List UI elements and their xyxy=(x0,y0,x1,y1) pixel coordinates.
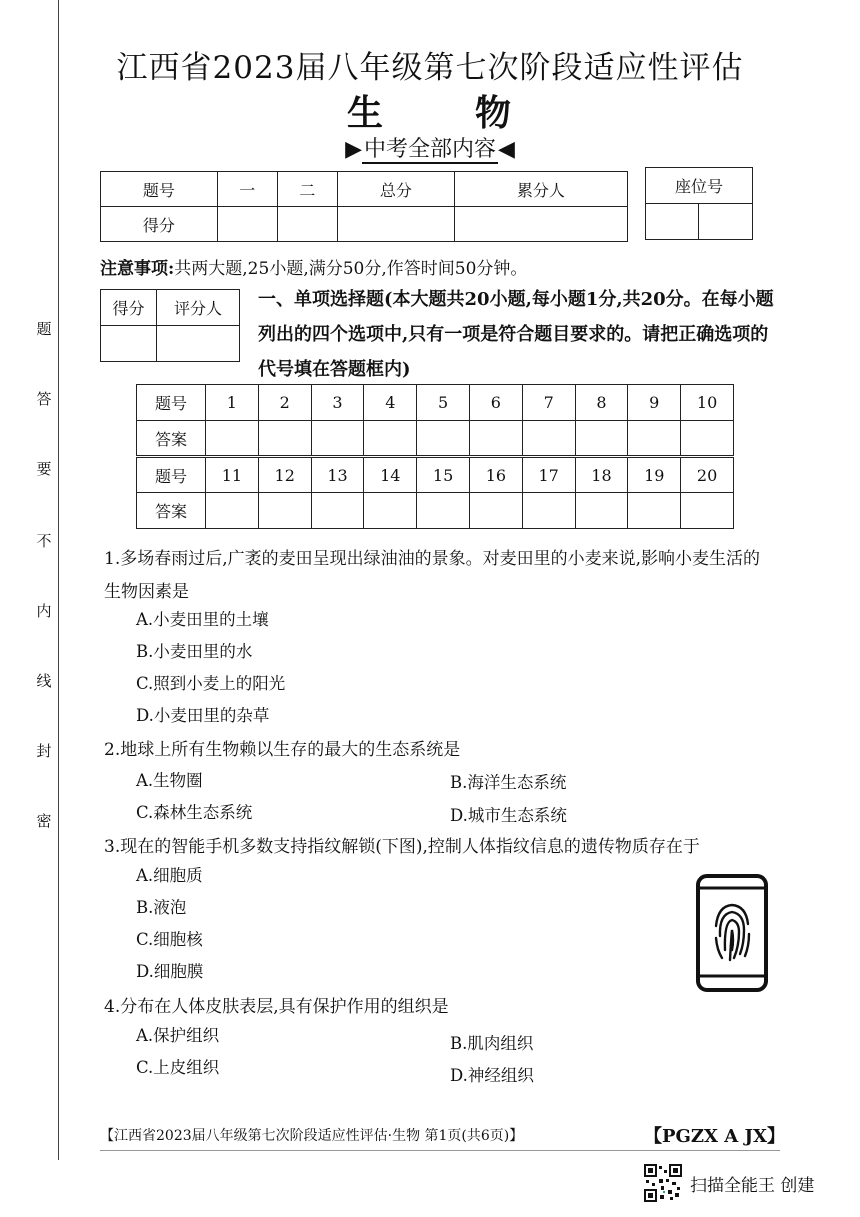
answer-cell[interactable] xyxy=(311,421,364,457)
answer-grid-number: 9 xyxy=(628,385,681,421)
answer-grid-number: 16 xyxy=(469,457,522,493)
score-cell[interactable] xyxy=(217,207,277,242)
seat-cell[interactable] xyxy=(699,204,753,240)
page-footer: 【江西省2023届八年级第七次阶段适应性评估·生物 第1页(共6页)】 xyxy=(100,1128,524,1144)
score-header: 题号 xyxy=(101,172,218,207)
answer-cell[interactable] xyxy=(364,421,417,457)
question-3-option[interactable]: D.细胞膜 xyxy=(136,962,204,981)
answer-grid-q-label: 题号 xyxy=(137,385,206,421)
question-3-option[interactable]: B.液泡 xyxy=(136,898,187,917)
seat-label: 座位号 xyxy=(646,168,753,204)
question-3-option[interactable]: C.细胞核 xyxy=(136,930,203,949)
grader-score-cell[interactable] xyxy=(101,326,157,362)
footer-divider xyxy=(100,1150,780,1151)
answer-cell[interactable] xyxy=(417,493,470,529)
section1-heading: 一、单项选择题(本大题共20小题,每小题1分,共20分。在每小题列出的四个选项中,只有一项是符合题目要求的。请把正确选项的代号填在答题框内) xyxy=(258,289,774,380)
score-header: 一 xyxy=(217,172,277,207)
answer-grid-number: 13 xyxy=(311,457,364,493)
seat-table xyxy=(645,167,753,240)
answer-grid-number: 1 xyxy=(206,385,259,421)
answer-grid-number: 17 xyxy=(522,457,575,493)
answer-grid-number: 19 xyxy=(628,457,681,493)
answer-cell[interactable] xyxy=(575,493,628,529)
answer-grid-a-label: 答案 xyxy=(137,421,206,457)
answer-cell[interactable] xyxy=(681,493,734,529)
answer-grid-number: 10 xyxy=(681,385,734,421)
score-cell[interactable] xyxy=(277,207,337,242)
subject-title: 生物 xyxy=(346,92,603,134)
answer-cell[interactable] xyxy=(469,421,522,457)
answer-cell[interactable] xyxy=(575,421,628,457)
question-1-option[interactable]: A.小麦田里的土壤 xyxy=(136,610,269,629)
binding-margin-line xyxy=(58,0,59,1160)
score-cell[interactable] xyxy=(337,207,454,242)
answer-grid-q-label: 题号 xyxy=(137,457,206,493)
qr-code-icon xyxy=(644,1164,682,1202)
score-header: 二 xyxy=(277,172,337,207)
answer-cell[interactable] xyxy=(681,421,734,457)
score-row-label: 得分 xyxy=(101,207,218,242)
grader-name-cell[interactable] xyxy=(156,326,239,362)
exam-title: 江西省2023届八年级第七次阶段适应性评估 xyxy=(116,50,744,86)
triangle-left-icon: ◀ xyxy=(498,137,515,162)
question-2-option[interactable]: D.城市生态系统 xyxy=(450,806,567,825)
scope-text: 中考全部内容 xyxy=(363,137,496,162)
answer-grid-number: 3 xyxy=(311,385,364,421)
answer-grid-number: 20 xyxy=(681,457,734,493)
answer-cell[interactable] xyxy=(417,421,470,457)
exam-scope xyxy=(0,132,860,163)
answer-cell[interactable] xyxy=(311,493,364,529)
question-2-option[interactable]: A.生物圈 xyxy=(136,771,203,790)
score-cell[interactable] xyxy=(454,207,627,242)
answer-grid-number: 5 xyxy=(417,385,470,421)
answer-grid-number: 2 xyxy=(258,385,311,421)
score-header: 总分 xyxy=(337,172,454,207)
answer-grid-number: 4 xyxy=(364,385,417,421)
triangle-right-icon: ▶ xyxy=(345,137,362,162)
seal-char: 封 xyxy=(36,742,52,760)
notice-label: 注意事项: xyxy=(100,259,175,279)
grader-name-label: 评分人 xyxy=(156,290,239,326)
answer-cell[interactable] xyxy=(469,493,522,529)
seal-char: 内 xyxy=(36,602,52,620)
answer-cell[interactable] xyxy=(628,493,681,529)
seal-char: 题 xyxy=(36,320,52,338)
seal-char: 答 xyxy=(36,390,52,408)
seat-cell[interactable] xyxy=(646,204,699,240)
question-1-option[interactable]: B.小麦田里的水 xyxy=(136,642,253,661)
scanner-credit: 扫描全能王 创建 xyxy=(690,1176,815,1196)
answer-cell[interactable] xyxy=(258,421,311,457)
grader-box xyxy=(100,289,240,362)
answer-cell[interactable] xyxy=(206,493,259,529)
notice xyxy=(100,254,527,279)
answer-cell[interactable] xyxy=(258,493,311,529)
question-1-option[interactable]: C.照到小麦上的阳光 xyxy=(136,674,286,693)
answer-grid-a-label: 答案 xyxy=(137,493,206,529)
grader-score-label: 得分 xyxy=(101,290,157,326)
question-3-option[interactable]: A.细胞质 xyxy=(136,866,203,885)
seal-char: 密 xyxy=(36,812,52,830)
answer-grid-number: 18 xyxy=(575,457,628,493)
seal-char: 线 xyxy=(36,672,52,690)
question-1-option[interactable]: D.小麦田里的杂草 xyxy=(136,706,270,725)
question-4-option[interactable]: D.神经组织 xyxy=(450,1066,534,1085)
question-2-stem: 2.地球上所有生物赖以生存的最大的生态系统是 xyxy=(104,740,461,760)
score-header: 累分人 xyxy=(454,172,627,207)
paper-code: 【PGZX A JX】 xyxy=(644,1126,785,1147)
question-4-option[interactable]: C.上皮组织 xyxy=(136,1058,220,1077)
answer-cell[interactable] xyxy=(364,493,417,529)
answer-cell[interactable] xyxy=(628,421,681,457)
seal-char: 要 xyxy=(36,460,52,478)
question-4-option[interactable]: B.肌肉组织 xyxy=(450,1034,534,1053)
answer-cell[interactable] xyxy=(522,421,575,457)
question-4-stem: 4.分布在人体皮肤表层,具有保护作用的组织是 xyxy=(104,997,449,1017)
answer-cell[interactable] xyxy=(522,493,575,529)
question-3-stem: 3.现在的智能手机多数支持指纹解锁(下图),控制人体指纹信息的遗传物质存在于 xyxy=(104,837,700,857)
answer-grid-number: 15 xyxy=(417,457,470,493)
question-1-stem: 1.多场春雨过后,广袤的麦田呈现出绿油油的景象。对麦田里的小麦来说,影响小麦生活的生物因素是 xyxy=(104,549,761,602)
question-2-option[interactable]: C.森林生态系统 xyxy=(136,803,253,822)
answer-grid-number: 8 xyxy=(575,385,628,421)
answer-grid-number: 12 xyxy=(258,457,311,493)
score-table xyxy=(100,171,628,242)
answer-grid-number: 14 xyxy=(364,457,417,493)
question-2-option[interactable]: B.海洋生态系统 xyxy=(450,773,567,792)
answer-cell[interactable] xyxy=(206,421,259,457)
answer-grid-number: 6 xyxy=(469,385,522,421)
answer-grid xyxy=(136,384,734,529)
smartphone-fingerprint-figure xyxy=(696,874,768,992)
question-4-option[interactable]: A.保护组织 xyxy=(136,1026,220,1045)
notice-text: 共两大题,25小题,满分50分,作答时间50分钟。 xyxy=(174,259,528,279)
answer-grid-number: 7 xyxy=(522,385,575,421)
answer-grid-number: 11 xyxy=(206,457,259,493)
seal-char: 不 xyxy=(36,532,52,550)
